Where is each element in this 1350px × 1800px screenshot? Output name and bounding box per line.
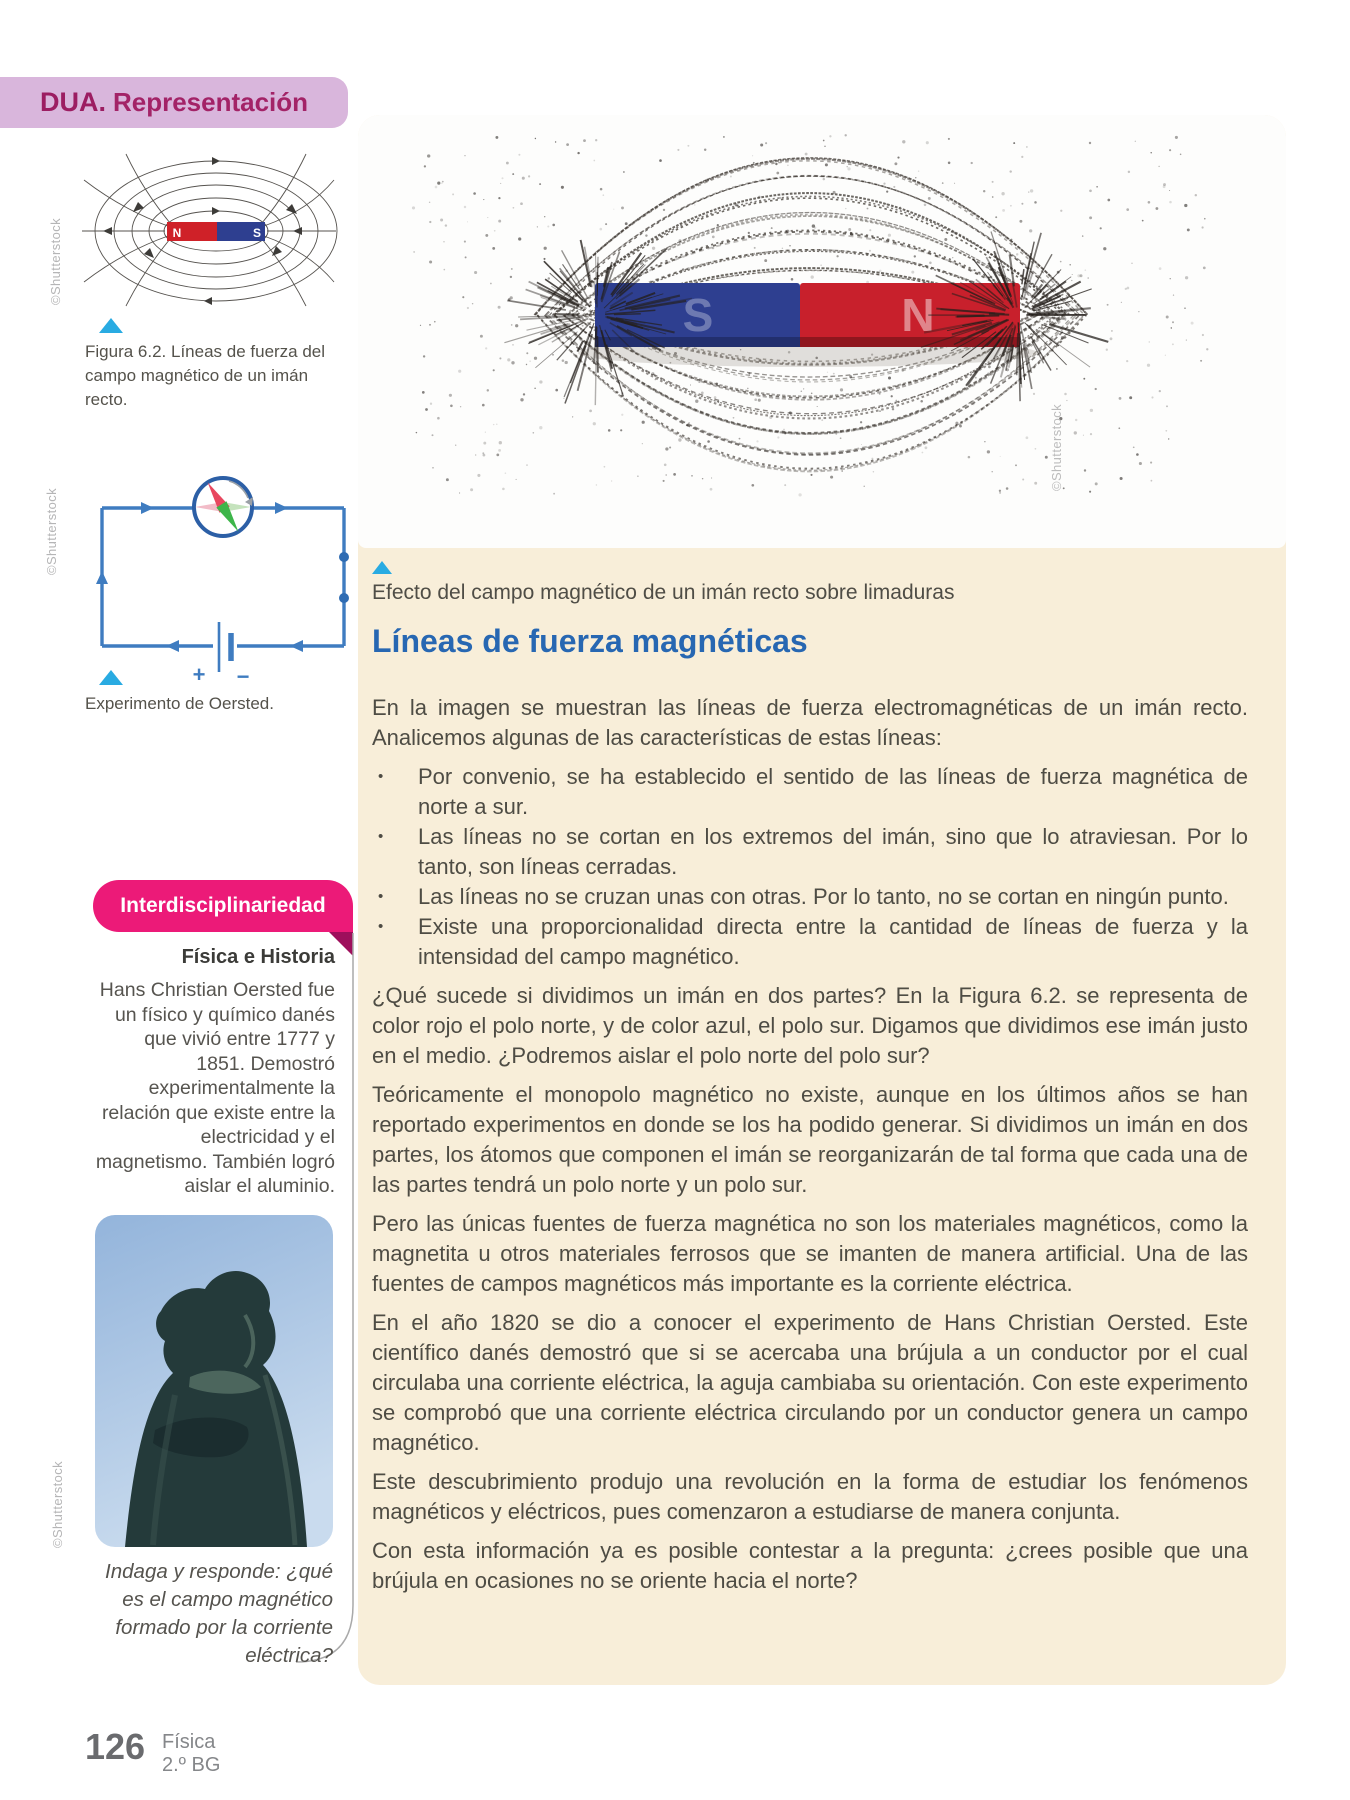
shutterstock-credit: ©Shutterstock: [1049, 403, 1064, 491]
body-paragraph: Pero las únicas fuentes de fuerza magnética no son los materiales magnéticos, como la magnetita u otros materiales ferrosos que se imanten de manera artificial. Una de las fuentes de campos magnéticos más importante es la corriente eléctrica.: [372, 1211, 1248, 1296]
caption-marker-icon: [99, 670, 123, 685]
magnet-n-label: N: [172, 226, 182, 240]
photo-magnet-n-label: N: [901, 289, 935, 341]
battery-plus-label: +: [192, 662, 206, 687]
shutterstock-credit: ©Shutterstock: [50, 1460, 65, 1548]
body-paragraph: Teóricamente el monopolo magnético no existe, aunque en los últimos años se han reportado experimentos en donde se los ha podido generar. Si dividimos un imán en dos partes, los átomos que componen el imán se reorganizarán de tal forma que cada una de las partes tendrá un polo norte y un polo sur.: [372, 1082, 1248, 1197]
bullet-item: • Existe una proporcionalidad directa entre la cantidad de líneas de fuerza y la intensidad del campo magnético.: [372, 912, 1248, 972]
shutterstock-credit: ©Shutterstock: [44, 487, 59, 575]
oersted-circuit-figure: [85, 430, 365, 690]
battery-symbol: [193, 622, 250, 689]
bullet-item: • Las líneas no se cruzan unas con otras. Por lo tanto, no se cortan en ningún punto.: [372, 882, 1248, 912]
magnet-s-label: S: [252, 226, 262, 240]
interdisciplinariedad-badge: [93, 880, 353, 932]
photo-magnet-s-label: S: [682, 289, 714, 341]
filings-photo: [358, 115, 1286, 548]
bar-magnet-diagram: [167, 222, 265, 241]
compass-icon: [194, 478, 253, 536]
oersted-statue-photo: [95, 1215, 333, 1547]
caption-marker-icon: [372, 561, 392, 574]
bullet-item: • Por convenio, se ha establecido el sentido de las líneas de fuerza magnética de norte a sur.: [372, 762, 1248, 822]
switch-terminal: [339, 593, 349, 603]
dua-badge: [0, 77, 348, 128]
bullet-item: • Las líneas no se cortan en los extremos del imán, sino que lo atraviesan. Por lo tanto, son líneas cerradas.: [372, 822, 1248, 882]
dua-badge-label-bold: DUA.: [39, 87, 106, 117]
body-paragraph: Con esta información ya es posible contestar a la pregunta: ¿crees posible que una brújula en ocasiones no se oriente hacia el norte?: [372, 1538, 1248, 1593]
body-paragraph: En el año 1820 se dio a conocer el experimento de Hans Christian Oersted. Este científico danés demostró que si se acercaba una brújula a un conductor por el cual circulaba una corriente eléctrica, la aguja cambiaba su orientación. Con este experimento se comprobó que una corriente eléctrica circulando por un conductor genera un campo magnético.: [372, 1310, 1248, 1455]
caption-marker-icon: [99, 318, 123, 333]
physics-history-subtitle: Física e Historia: [181, 946, 335, 968]
photo-caption: Efecto del campo magnético de un imán recto sobre limaduras: [372, 581, 955, 604]
body-paragraph: ¿Qué sucede si dividimos un imán en dos partes? En la Figura 6.2. se representa de color rojo el polo norte, y de color azul, el polo sur. Digamos que dividimos ese imán justo en el medio. ¿Podremos aislar el polo norte del polo sur?: [372, 983, 1248, 1068]
content-panel: [358, 115, 1286, 1685]
intro-paragraph: En la imagen se muestran las líneas de fuerza electromagnéticas de un imán recto. Analicemos algunas de las características de estas líneas:: [372, 695, 1248, 750]
figure-6-2-caption: Figura 6.2. Líneas de fuerza del campo magnético de un imán recto.: [85, 342, 326, 409]
page-number: 126: [85, 1726, 146, 1767]
footer-subject-block: [162, 1731, 220, 1777]
indaga-prompt: Indaga y responde: ¿qué es el campo magnético formado por la corriente eléctrica?: [105, 1560, 333, 1667]
footer-grade: 2.º BG: [162, 1754, 221, 1776]
oersted-figure-caption: Experimento de Oersted.: [85, 694, 274, 713]
oersted-bio-text: Hans Christian Oersted fue un físico y químico danés que vivió entre 1777 y 1851. Demostró experimentalmente la relación que existe entre la electricidad y el magnetismo. También logró aislar el aluminio.: [95, 979, 335, 1197]
body-paragraph: Este descubrimiento produjo una revolución en la forma de estudiar los fenómenos magnéticos y eléctricos, pues comenzaron a estudiarse de manera conjunta.: [372, 1469, 1248, 1524]
section-heading: Líneas de fuerza magnéticas: [372, 623, 808, 659]
field-lines-figure: [78, 148, 340, 310]
battery-minus-label: −: [236, 664, 250, 689]
footer-subject: Física: [162, 1731, 216, 1753]
interdisciplinariedad-title: Interdisciplinariedad: [120, 894, 326, 917]
section-body: [372, 693, 1248, 1605]
bullet-list: [372, 762, 1248, 972]
switch-terminal: [339, 552, 349, 562]
shutterstock-credit: ©Shutterstock: [48, 217, 63, 305]
dua-badge-label: Representación: [112, 87, 309, 117]
